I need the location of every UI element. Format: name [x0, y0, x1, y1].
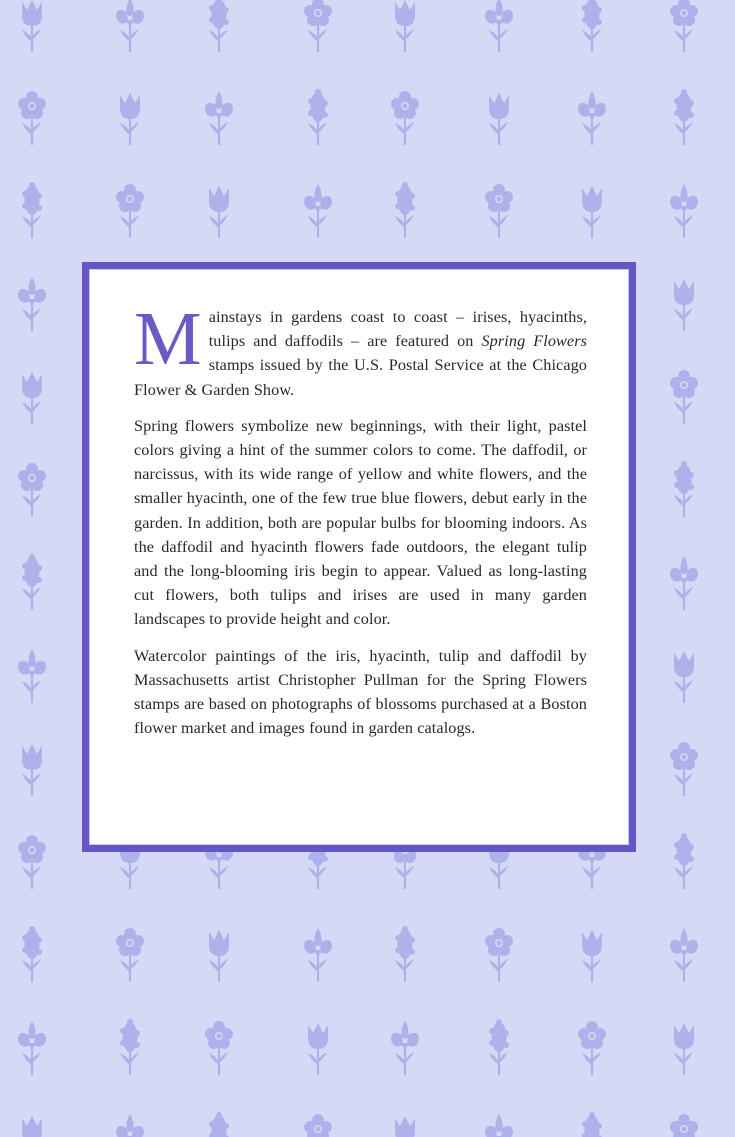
iris-icon [670, 556, 698, 610]
paragraph-flowers: Spring flowers symbolize new beginnings, with their light, pastel colors giving a hint of the summer colors to come. The daffodil, or narcissus, with its wide range of yellow and white flowers, and the smaller hyacinth, one of the few true blue flowers, debut early in the garden. In addition, both are popular bulbs for blooming indoors. As the daffodil and hyacinth flowers fade outdoors, the elegant tulip and the long-blooming iris begin to appear. Valued as long-lasting cut flowers, both tulips and irises are used in many garden landscapes to provide height and color. [134, 416, 587, 629]
daffodil-icon [304, 0, 332, 52]
paragraph-artist: Watercolor paintings of the iris, hyacinth, tulip and daffodil by Massachusetts artist Christopher Pullman for the Spring Flowers stamps are based on photographs of blossoms purchased at a Boston flower market and images found in garden catalogs. [134, 646, 587, 738]
drop-cap: M [134, 297, 202, 381]
tulip-icon [395, 0, 415, 52]
iris-icon [205, 91, 233, 145]
tulip-icon [674, 1023, 694, 1075]
tulip-icon [22, 1116, 42, 1137]
iris-icon [18, 277, 46, 331]
hyacinth-icon [308, 89, 328, 145]
daffodil-icon [578, 1021, 606, 1075]
hyacinth-icon [674, 89, 694, 145]
text-panel [82, 262, 636, 852]
hyacinth-icon [674, 461, 694, 517]
tulip-icon [582, 186, 602, 238]
daffodil-icon [391, 91, 419, 145]
daffodil-icon [485, 928, 513, 982]
tulip-icon [22, 0, 42, 52]
stamp-title: Spring Flowers [481, 332, 588, 351]
hyacinth-icon [582, 0, 602, 52]
daffodil-icon [670, 742, 698, 796]
hyacinth-icon [209, 1112, 229, 1137]
iris-icon [304, 184, 332, 238]
iris-icon [18, 649, 46, 703]
iris-icon [670, 928, 698, 982]
daffodil-icon [116, 928, 144, 982]
hyacinth-icon [22, 182, 42, 238]
daffodil-icon [18, 463, 46, 517]
hyacinth-icon [120, 1019, 140, 1075]
iris-icon [670, 184, 698, 238]
daffodil-icon [670, 1114, 698, 1137]
tulip-icon [489, 93, 509, 145]
iris-icon [485, 0, 513, 52]
tulip-icon [308, 1023, 328, 1075]
hyacinth-icon [22, 926, 42, 982]
iris-icon [578, 91, 606, 145]
hyacinth-icon [395, 926, 415, 982]
intro-text-start: ainstays in gardens coast to coast – irises, hyacinths, tulips and daffodils – are featured on [208, 308, 587, 351]
daffodil-icon [116, 184, 144, 238]
tulip-icon [209, 186, 229, 238]
iris-icon [18, 1021, 46, 1075]
iris-icon [485, 1114, 513, 1137]
daffodil-icon [485, 184, 513, 238]
intro-text-end: stamps issued by the U.S. Postal Service at the Chicago Flower & Garden Show. [134, 356, 587, 399]
hyacinth-icon [22, 554, 42, 610]
iris-icon [391, 1021, 419, 1075]
daffodil-icon [304, 1114, 332, 1137]
daffodil-icon [670, 0, 698, 52]
daffodil-icon [205, 1021, 233, 1075]
daffodil-icon [670, 370, 698, 424]
hyacinth-icon [582, 1112, 602, 1137]
tulip-icon [22, 744, 42, 796]
tulip-icon [674, 651, 694, 703]
daffodil-icon [18, 91, 46, 145]
tulip-icon [582, 930, 602, 982]
tulip-icon [120, 93, 140, 145]
tulip-icon [395, 1116, 415, 1137]
hyacinth-icon [395, 182, 415, 238]
hyacinth-icon [209, 0, 229, 52]
daffodil-icon [18, 835, 46, 889]
tulip-icon [674, 279, 694, 331]
tulip-icon [209, 930, 229, 982]
paragraph-intro [134, 297, 588, 402]
iris-icon [304, 928, 332, 982]
hyacinth-icon [489, 1019, 509, 1075]
hyacinth-icon [674, 833, 694, 889]
tulip-icon [22, 372, 42, 424]
iris-icon [116, 1114, 144, 1137]
iris-icon [116, 0, 144, 52]
